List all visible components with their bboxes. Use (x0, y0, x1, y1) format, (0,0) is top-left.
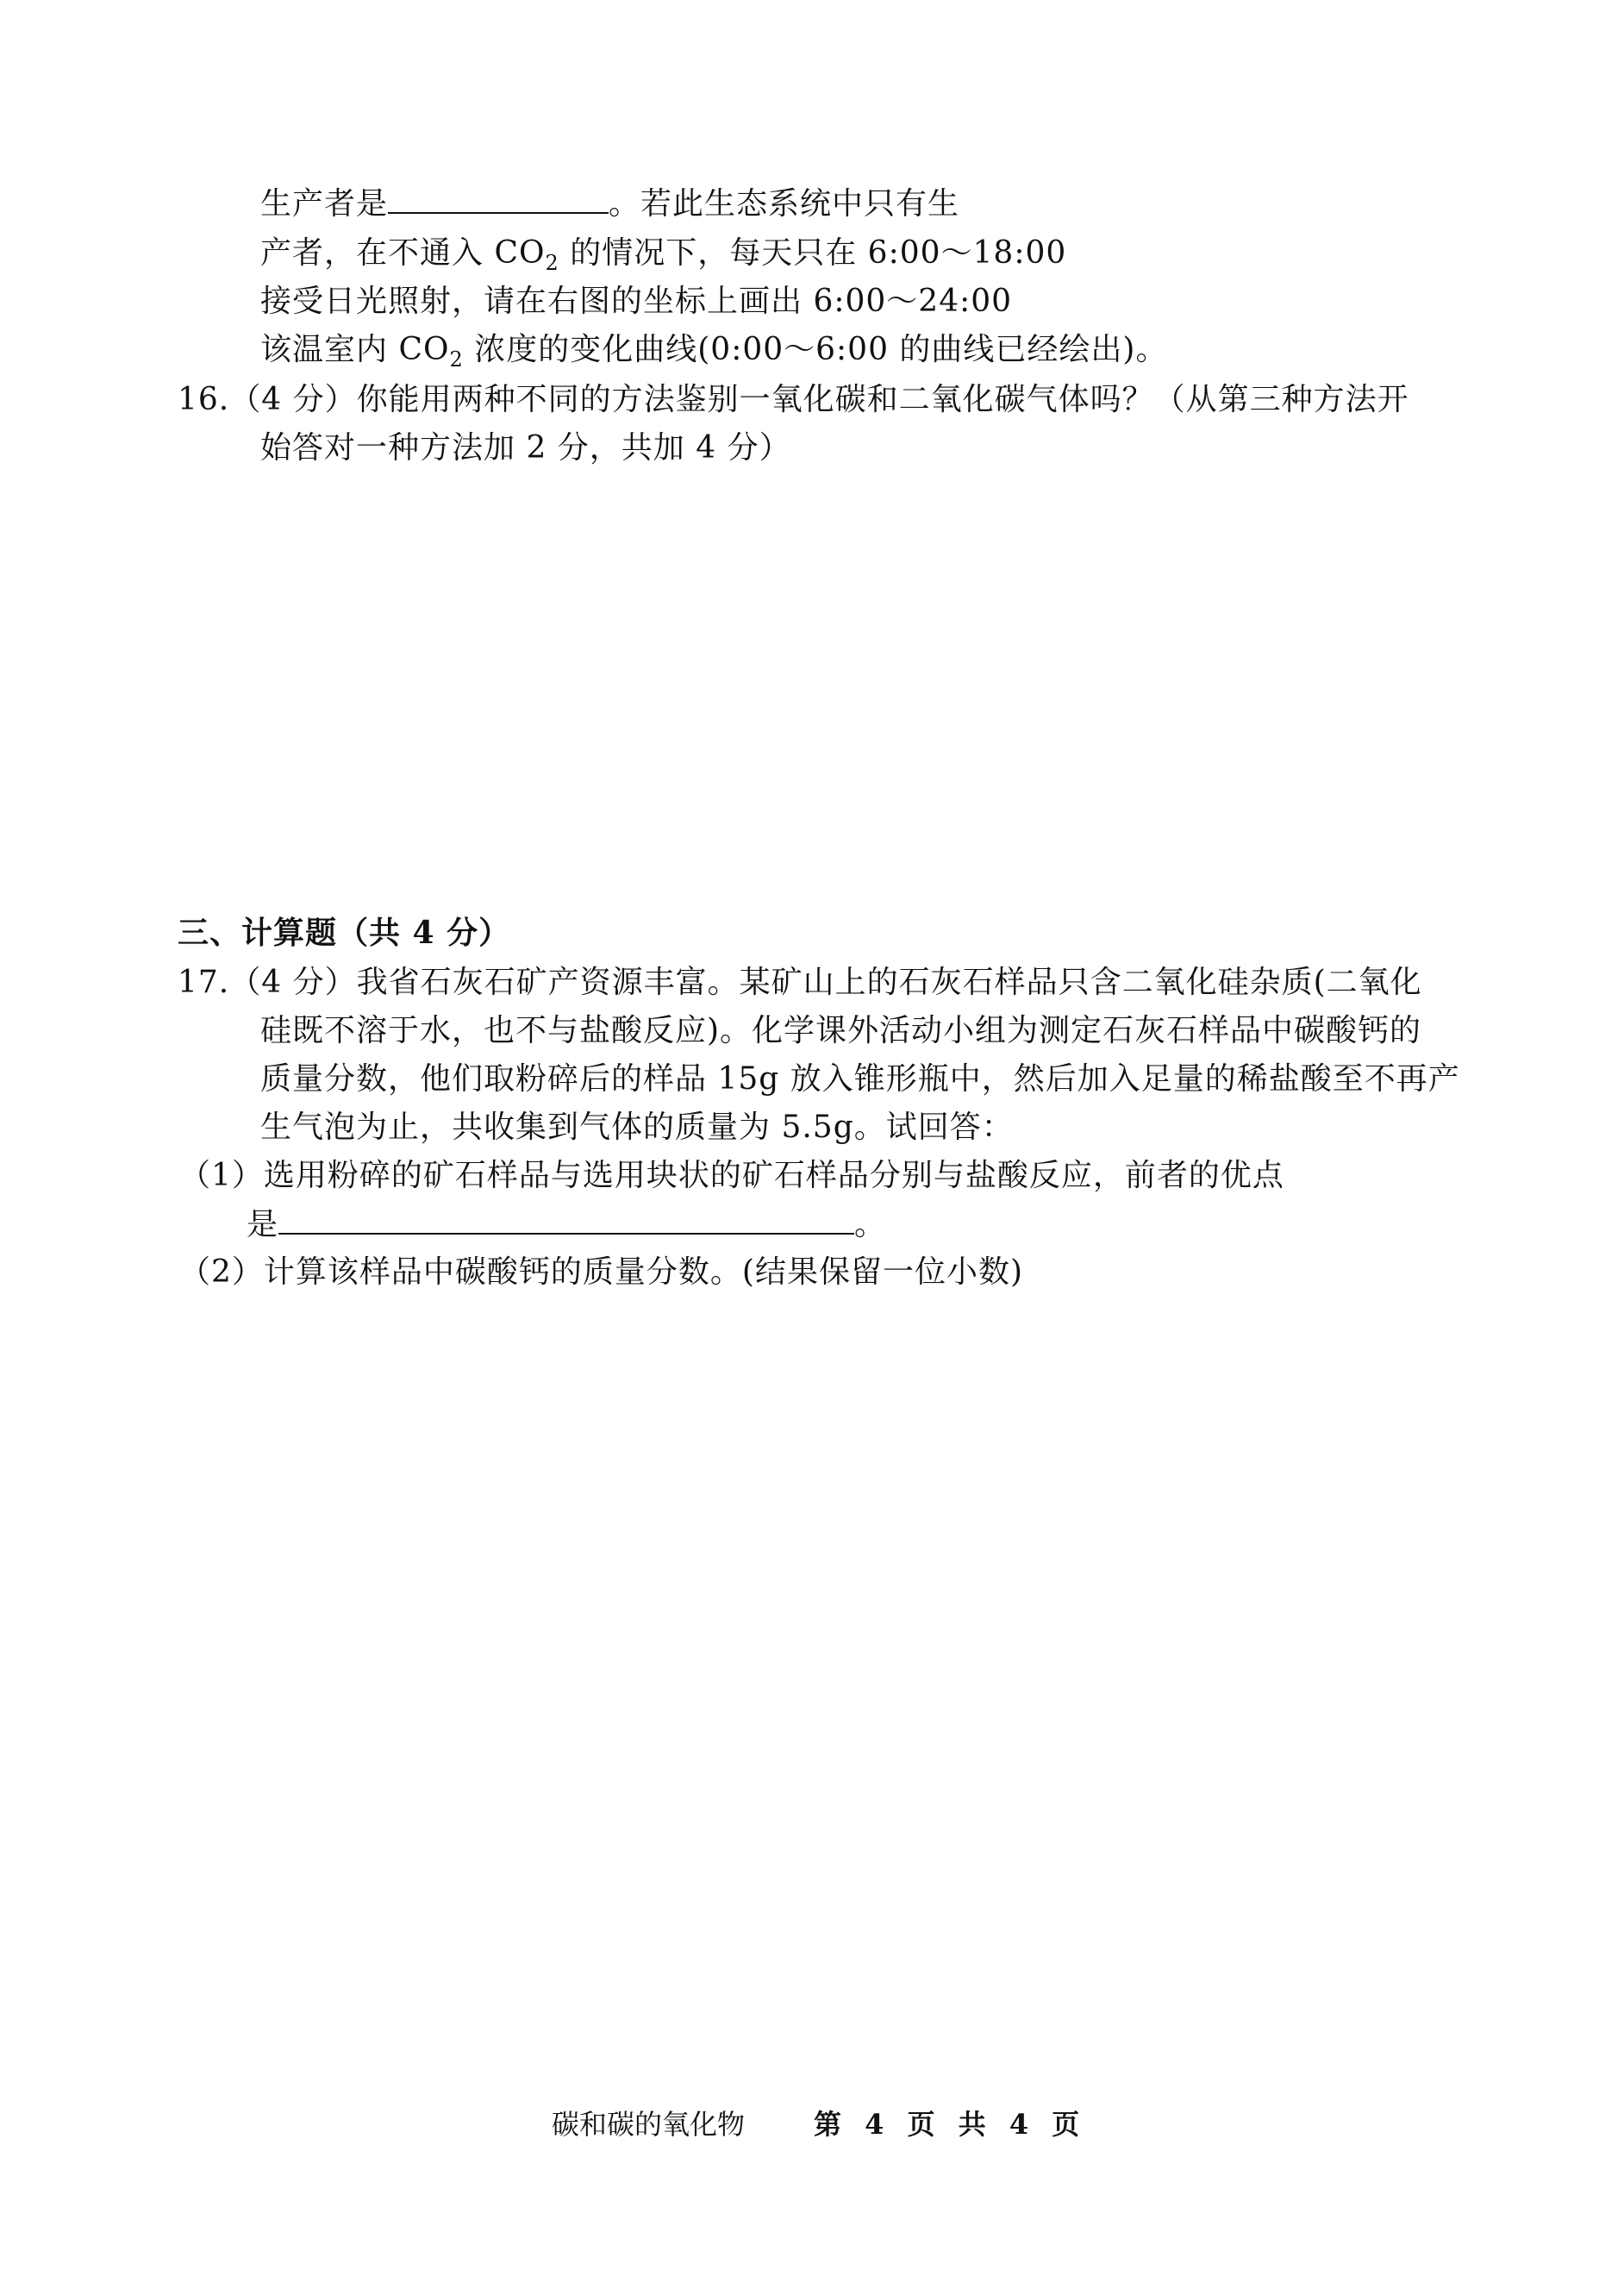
q17-sub1-line-1: （1）选用粉碎的矿石样品与选用块状的矿石样品分别与盐酸反应，前者的优点 (179, 1158, 1284, 1193)
footer-page-number: 第 4 页 共 4 页 (814, 2108, 1087, 2141)
q17-sub1-line-2 (247, 1204, 886, 1246)
q15-line-2-text-b: 的情况下，每天只在 6:00～18:00 (559, 235, 1067, 271)
q15-line-1-text-b: 。若此生态系统中只有生 (609, 186, 960, 222)
q15-line-2-text-a: 产者，在不通入 CO (260, 235, 546, 271)
q17-sub2: （2）计算该样品中碳酸钙的质量分数。(结果保留一位小数) (179, 1254, 1023, 1290)
q15-line-1 (260, 183, 959, 225)
q17-advantage-blank[interactable] (278, 1204, 854, 1235)
q17-sub1-line-2-text-a: 是 (247, 1207, 279, 1242)
q15-line-2-subscript: 2 (545, 251, 559, 276)
q15-line-4-text-a: 该温室内 CO (260, 332, 450, 367)
q17-line-3: 质量分数，他们取粉碎后的样品 15g 放入锥形瓶中，然后加入足量的稀盐酸至不再产 (260, 1061, 1460, 1097)
q16-line-1: 16.（4 分）你能用两种不同的方法鉴别一氧化碳和二氧化碳气体吗？（从第三种方法开 (178, 382, 1409, 417)
q17-line-1: 17.（4 分）我省石灰石矿产资源丰富。某矿山上的石灰石样品只含二氧化硅杂质(二氧化 (178, 965, 1422, 1000)
q16-line-2: 始答对一种方法加 2 分，共加 4 分） (260, 430, 791, 466)
footer-title: 碳和碳的氧化物 (552, 2108, 746, 2141)
q15-line-2 (260, 233, 1066, 274)
q15-line-3: 接受日光照射，请在右图的坐标上画出 6:00～24:00 (260, 284, 1013, 319)
section-3-heading: 三、计算题（共 4 分） (178, 915, 511, 951)
q17-sub1-line-2-text-b: 。 (854, 1207, 887, 1242)
q15-line-4-subscript: 2 (449, 347, 464, 372)
q15-line-1-text-a: 生产者是 (260, 186, 389, 222)
q15-line-4-text-b: 浓度的变化曲线(0:00～6:00 的曲线已经绘出)。 (463, 332, 1168, 367)
q16-answer-area[interactable] (178, 483, 1453, 914)
q17-answer-area[interactable] (178, 1310, 1453, 2052)
q15-producer-blank[interactable] (388, 183, 609, 214)
q15-line-4 (260, 329, 1167, 371)
page-footer (552, 2105, 1086, 2143)
q17-line-4: 生气泡为止，共收集到气体的质量为 5.5g。试回答： (260, 1110, 1014, 1145)
q17-line-2: 硅既不溶于水，也不与盐酸反应)。化学课外活动小组为测定石灰石样品中碳酸钙的 (260, 1013, 1422, 1048)
